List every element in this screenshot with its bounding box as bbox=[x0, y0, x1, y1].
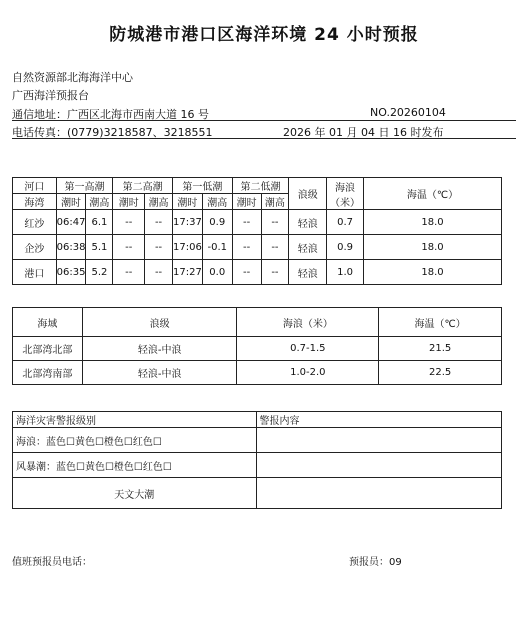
group-low2: 第二低潮 bbox=[232, 178, 289, 194]
low1-height: -0.1 bbox=[202, 235, 232, 260]
low2-height: -- bbox=[261, 260, 289, 285]
duty-phone-label: 值班预报员电话： bbox=[12, 557, 92, 568]
sea-temp: 18.0 bbox=[364, 210, 502, 235]
divider bbox=[12, 120, 516, 121]
page-title: 防城港市港口区海洋环境 24 小时预报 bbox=[109, 25, 419, 45]
wave-level: 轻浪 bbox=[289, 260, 327, 285]
col-wave: 海浪（米） bbox=[237, 308, 379, 337]
sub-height: 潮高 bbox=[86, 194, 113, 210]
sea-area-table bbox=[12, 307, 502, 385]
area-cell: 北部湾北部 bbox=[13, 337, 83, 361]
sub-time: 潮时 bbox=[113, 194, 145, 210]
low2-time: -- bbox=[232, 260, 261, 285]
org-name: 自然资源部北海海洋中心 bbox=[12, 71, 133, 84]
low1-time: 17:06 bbox=[172, 235, 202, 260]
low1-time: 17:27 bbox=[172, 260, 202, 285]
table-row bbox=[13, 337, 502, 361]
col-warning-level: 海洋灾害警报级别 bbox=[13, 412, 257, 428]
low1-height: 0.0 bbox=[202, 260, 232, 285]
high1-height: 5.2 bbox=[86, 260, 113, 285]
low2-time: -- bbox=[232, 210, 261, 235]
low2-height: -- bbox=[261, 235, 289, 260]
sub-height: 潮高 bbox=[261, 194, 289, 210]
sea-temp: 18.0 bbox=[364, 260, 502, 285]
col-warning-content: 警报内容 bbox=[256, 412, 502, 428]
low1-time: 17:37 bbox=[172, 210, 202, 235]
wave-height: 0.9 bbox=[327, 235, 364, 260]
place-cell: 港口 bbox=[13, 260, 57, 285]
level-cell: 轻浪-中浪 bbox=[82, 337, 237, 361]
astronomical-tide-content bbox=[256, 478, 502, 509]
high2-height: -- bbox=[145, 260, 173, 285]
tide-forecast-table bbox=[12, 177, 502, 285]
place-cell: 红沙 bbox=[13, 210, 57, 235]
storm-surge-warning-content bbox=[256, 453, 502, 478]
col-wave-level: 浪级 bbox=[289, 178, 327, 210]
storm-surge-warning-options: 风暴潮：蓝色☐黄色☐橙色☐红色☐ bbox=[13, 453, 257, 478]
table-row bbox=[13, 361, 502, 385]
wave-height: 1.0 bbox=[327, 260, 364, 285]
sub-time: 潮时 bbox=[172, 194, 202, 210]
col-level: 浪级 bbox=[82, 308, 237, 337]
high1-time: 06:35 bbox=[56, 260, 86, 285]
wave-warning-options: 海浪：蓝色☐黄色☐橙色☐红色☐ bbox=[13, 428, 257, 453]
station-name: 广西海洋预报台 bbox=[12, 89, 89, 102]
high2-time: -- bbox=[113, 260, 145, 285]
contact-fax: 电话传真：(0779)3218587、3218551 bbox=[12, 126, 213, 139]
sub-time: 潮时 bbox=[232, 194, 261, 210]
low2-height: -- bbox=[261, 210, 289, 235]
col-area: 海域 bbox=[13, 308, 83, 337]
table-row bbox=[13, 235, 502, 260]
col-wave-height: 海浪（米） bbox=[327, 178, 364, 210]
doc-number: NO.20260104 bbox=[370, 106, 446, 119]
high2-height: -- bbox=[145, 235, 173, 260]
high2-height: -- bbox=[145, 210, 173, 235]
forecaster-label: 预报员：09 bbox=[349, 557, 402, 568]
wave-cell: 0.7-1.5 bbox=[237, 337, 379, 361]
low1-height: 0.9 bbox=[202, 210, 232, 235]
wave-height: 0.7 bbox=[327, 210, 364, 235]
table-row bbox=[13, 210, 502, 235]
col-place-bottom: 海湾 bbox=[13, 194, 57, 210]
warning-table bbox=[12, 411, 502, 509]
high1-height: 5.1 bbox=[86, 235, 113, 260]
high1-time: 06:38 bbox=[56, 235, 86, 260]
temp-cell: 22.5 bbox=[379, 361, 502, 385]
sub-time: 潮时 bbox=[56, 194, 86, 210]
sub-height: 潮高 bbox=[145, 194, 173, 210]
wave-cell: 1.0-2.0 bbox=[237, 361, 379, 385]
group-low1: 第一低潮 bbox=[172, 178, 232, 194]
address: 通信地址：广西区北海市西南大道 16 号 bbox=[12, 108, 209, 121]
high2-time: -- bbox=[113, 235, 145, 260]
col-temp: 海温（℃） bbox=[379, 308, 502, 337]
area-cell: 北部湾南部 bbox=[13, 361, 83, 385]
astronomical-tide-label: 天文大潮 bbox=[13, 478, 257, 509]
group-high1: 第一高潮 bbox=[56, 178, 113, 194]
col-temp: 海温（℃） bbox=[364, 178, 502, 210]
level-cell: 轻浪-中浪 bbox=[82, 361, 237, 385]
temp-cell: 21.5 bbox=[379, 337, 502, 361]
wave-level: 轻浪 bbox=[289, 210, 327, 235]
sea-temp: 18.0 bbox=[364, 235, 502, 260]
place-cell: 企沙 bbox=[13, 235, 57, 260]
table-row bbox=[13, 260, 502, 285]
group-high2: 第二高潮 bbox=[113, 178, 173, 194]
wave-level: 轻浪 bbox=[289, 235, 327, 260]
divider bbox=[12, 138, 516, 139]
col-place-top: 河口 bbox=[13, 178, 57, 194]
sub-height: 潮高 bbox=[202, 194, 232, 210]
low2-time: -- bbox=[232, 235, 261, 260]
issue-time: 2026 年 01 月 04 日 16 时发布 bbox=[283, 126, 444, 139]
high2-time: -- bbox=[113, 210, 145, 235]
wave-warning-content bbox=[256, 428, 502, 453]
high1-time: 06:47 bbox=[56, 210, 86, 235]
high1-height: 6.1 bbox=[86, 210, 113, 235]
